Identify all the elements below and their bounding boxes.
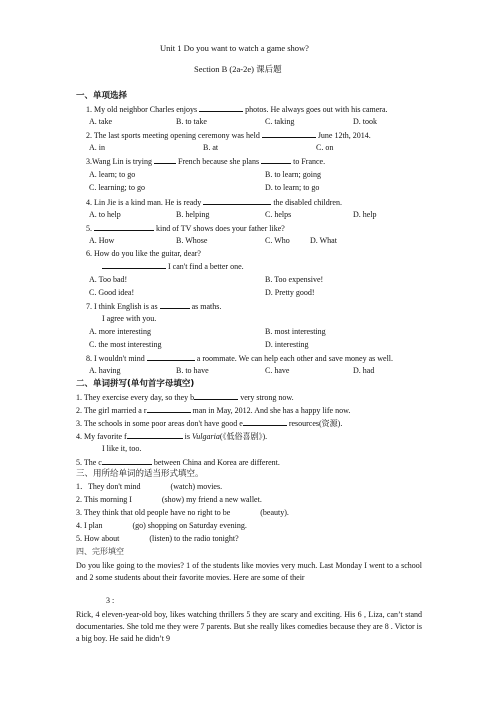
- section-heading-1: 一、单项选择: [76, 91, 128, 101]
- word-form-2: 2. This morning I (show) my friend a new wallet.: [76, 495, 262, 504]
- q7-option-a: A. more interesting: [89, 327, 151, 336]
- q6-option-d: D. Pretty good!: [265, 288, 315, 297]
- question-7: 7. I think English is as as maths.: [86, 302, 222, 311]
- q6-option-a: A. Too bad!: [89, 275, 128, 284]
- word-form-3: 3. They think that old people have no right to be (beauty).: [76, 508, 289, 517]
- spelling-2: 2. The girl married a r man in May, 2012. And she has a happy life now.: [76, 406, 351, 415]
- question-7-reply: I agree with you.: [102, 314, 157, 323]
- q2-option-c: C. on: [316, 143, 334, 152]
- q3-option-a: A. learn; to go: [89, 170, 136, 179]
- q2-option-a: A. in: [89, 143, 105, 152]
- spelling-4: 4. My favorite f is Vulgaria(《低俗喜剧》).: [76, 432, 268, 441]
- q1-option-d: D. took: [353, 117, 377, 126]
- q7-option-d: D. interesting: [265, 340, 309, 349]
- q1-option-b: B. to take: [176, 117, 207, 126]
- q8-option-d: D. had: [353, 366, 375, 375]
- cloze-paragraph-2: Rick, 4 eleven-year-old boy, likes watching thrillers 5 they are scary and exciting. His 6 , Liza, can’t stand documentaries. She told me they were 7 parents. But she really likes comedies because they are 8 . Victor is a big boy. He said he didn’t 9: [76, 610, 422, 643]
- spelling-1: 1. They exercise every day, so they b very strong now.: [76, 393, 294, 402]
- q1-option-c: C. taking: [265, 117, 295, 126]
- question-3: 3.Wang Lin is trying French because she plans to France.: [86, 157, 326, 166]
- word-form-4: 4. I plan (go) shopping on Saturday evening.: [76, 521, 247, 530]
- cloze-paragraph-1: Do you like going to the movies? 1 of the students like movies very much. Last Monday I went to a school and 2 some students about their favorite movies. Here are some of their: [76, 561, 422, 582]
- question-5: 5. kind of TV shows does your father like?: [86, 224, 285, 233]
- question-4: 4. Lin Jie is a kind man. He is ready the disabled children.: [86, 198, 342, 207]
- spelling-3: 3. The schools in some poor areas don't have good e resources(资源).: [76, 419, 343, 428]
- q6-option-b: B. Too expensive!: [265, 275, 324, 284]
- question-6: 6. How do you like the guitar, dear?: [86, 249, 201, 258]
- q7-option-c: C. the most interesting: [89, 340, 162, 349]
- cloze-paragraph-1-end: 3 :: [106, 596, 115, 605]
- spelling-5: 5. The c between China and Korea are different.: [76, 458, 280, 467]
- q5-option-a: A. How: [89, 236, 115, 245]
- q4-option-c: C. helps: [265, 210, 292, 219]
- section-heading-2: 二、单词拼写(单句首字母填空): [76, 379, 195, 389]
- page-subtitle: Section B (2a-2e) 课后题: [194, 64, 282, 74]
- q4-option-a: A. to help: [89, 210, 121, 219]
- q6-option-c: C. Good idea!: [89, 288, 135, 297]
- q5-option-c: C. Who: [265, 236, 290, 245]
- q3-option-b: B. to learn; going: [265, 170, 321, 179]
- word-form-5: 5. How about (listen) to the radio tonight?: [76, 534, 239, 543]
- q5-option-b: B. Whose: [176, 236, 208, 245]
- spelling-4-reply: I like it, too.: [102, 444, 142, 453]
- question-8: 8. I wouldn't mind a roommate. We can help each other and save money as well.: [86, 354, 394, 363]
- q5-option-d: D. What: [310, 236, 337, 245]
- q1-option-a: A. take: [89, 117, 113, 126]
- q2-option-b: B. at: [203, 143, 219, 152]
- section-heading-3: 三、用所给单词的适当形式填空。: [76, 469, 204, 479]
- question-2: 2. The last sports meeting opening ceremony was held June 12th, 2014.: [86, 131, 371, 140]
- q3-option-c: C. learning; to go: [89, 183, 145, 192]
- word-form-1: 1．They don't mind (watch) movies.: [76, 482, 223, 491]
- q7-option-b: B. most interesting: [265, 327, 326, 336]
- page-title: Unit 1 Do you want to watch a game show?: [160, 43, 309, 53]
- q4-option-b: B. helping: [176, 210, 210, 219]
- q3-option-d: D. to learn; to go: [265, 183, 320, 192]
- section-heading-4: 四、完形填空: [76, 547, 124, 556]
- q8-option-b: B. to have: [176, 366, 209, 375]
- q8-option-a: A. having: [89, 366, 121, 375]
- q8-option-c: C. have: [265, 366, 290, 375]
- q4-option-d: D. help: [353, 210, 377, 219]
- question-6-reply: I can't find a better one.: [102, 261, 244, 272]
- question-1: 1. My old neighbor Charles enjoys photos. He always goes out with his camera.: [86, 105, 388, 114]
